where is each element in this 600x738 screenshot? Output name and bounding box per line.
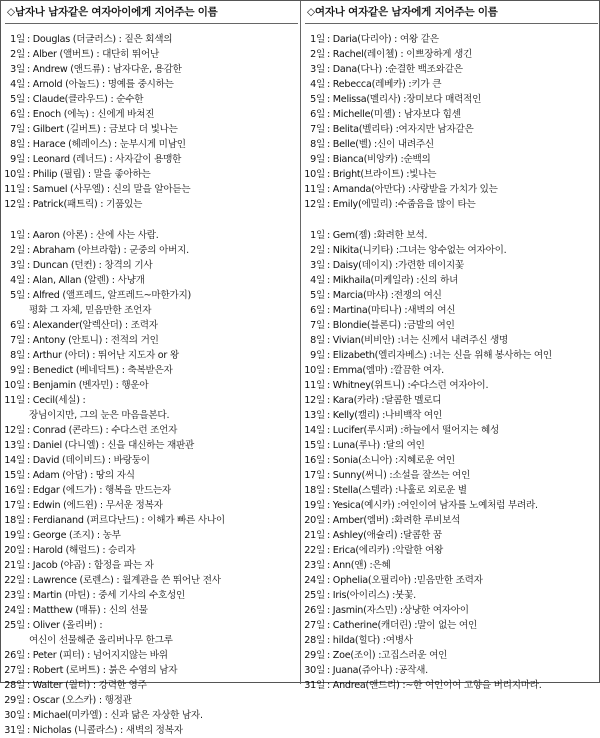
- name-entry-continuation: [3, 303, 300, 318]
- entry-text: : Martin (마틴) : 중세 기사의 수호성인: [27, 590, 186, 601]
- entry-text: : Adam (아담) : 땅의 자식: [27, 470, 135, 481]
- entry-text: : Bright(브라이트) :빛나는: [327, 169, 437, 180]
- entry-text: : Ferdianand (퍼르다난드) : 이해가 빠른 사나이: [27, 515, 225, 526]
- entry-day: 7일: [10, 124, 25, 135]
- entry-text: : Patrick(패트릭) : 기품있는: [27, 199, 143, 210]
- entry-text: : Elizabeth(엘리자베스) :너는 신을 위해 봉사하는 여인: [327, 350, 552, 361]
- entry-day: 6일: [310, 305, 325, 316]
- entry-day: 3일: [10, 260, 25, 271]
- name-entry: [303, 348, 600, 363]
- name-entry: [303, 333, 600, 348]
- name-entry: [3, 498, 300, 513]
- entry-day: 23일: [304, 560, 325, 571]
- entry-text: : Belle(벨) :신이 내려주신: [327, 139, 434, 150]
- name-entry: [3, 243, 300, 258]
- entry-day: 26일: [4, 650, 25, 661]
- entry-text: : Jasmin(자스민) :상냥한 여자아이: [327, 605, 469, 616]
- entry-day: 3일: [310, 64, 325, 75]
- name-entry: [3, 573, 300, 588]
- entry-text: : Kelly(캘리) :나비백작 여인: [327, 410, 442, 421]
- entry-text: : Harold (해럴드) : 승리자: [27, 545, 136, 556]
- entry-text: : Lucifer(루시퍼) :하늘에서 떨어지는 혜성: [327, 425, 500, 436]
- entry-day: 2일: [10, 49, 25, 60]
- name-entry: [3, 182, 300, 197]
- entry-day: 11일: [304, 184, 325, 195]
- name-group: [3, 228, 300, 738]
- entry-day: 21일: [4, 560, 25, 571]
- entry-text: : Benjamin (벤자민) : 행운아: [27, 380, 149, 391]
- entry-day: 10일: [304, 365, 325, 376]
- name-entry-continuation: [3, 408, 300, 423]
- entry-day: 25일: [304, 590, 325, 601]
- name-entry: [303, 243, 600, 258]
- name-entry-continuation: [3, 633, 300, 648]
- heading-rule: [305, 23, 598, 24]
- entry-day: 25일: [4, 620, 25, 631]
- entry-text: : Nikita(니키타) :그녀는 앙수없는 여자아이.: [327, 245, 507, 256]
- name-entry: [303, 137, 600, 152]
- name-entry: [3, 603, 300, 618]
- entry-text: : Peter (피터) : 넘어지지않는 바위: [27, 650, 168, 661]
- entry-text: : Alan, Allan (알렌) : 사냥개: [27, 275, 145, 286]
- entry-text: : Jacob (야곱) : 함정을 파는 자: [27, 560, 154, 571]
- name-entry: [3, 618, 300, 633]
- name-entry: [3, 62, 300, 77]
- name-entry: [303, 378, 600, 393]
- entry-text: : Belita(벨리타) :여자지만 남자같은: [327, 124, 474, 135]
- entry-day: 5일: [310, 94, 325, 105]
- entry-text: : Edwin (에드윈) : 무서운 정복자: [27, 500, 163, 511]
- entry-day: 11일: [4, 395, 25, 406]
- entry-text: : Yesica(예시카) :여인이여 남자를 노예처럼 부려라.: [327, 500, 538, 511]
- name-entry: [303, 47, 600, 62]
- name-entry: [3, 167, 300, 182]
- name-entry: [3, 122, 300, 137]
- entry-text: : Andrea(앤드리) :~한 여인이여 고향을 버리지마라.: [327, 680, 542, 691]
- entry-text: : Harace (헤레이스) : 눈부시게 미남인: [27, 139, 186, 150]
- entry-text: : Robert (로버트) : 붉은 수염의 남자: [27, 665, 178, 676]
- name-entry: [3, 693, 300, 708]
- entry-day: 18일: [4, 515, 25, 526]
- entry-text: : Benedict (베네딕트) : 축복받은자: [27, 365, 173, 376]
- name-entry: [303, 648, 600, 663]
- name-entry: [303, 438, 600, 453]
- entry-text: : Lawrence (로렌스) : 월계관을 쓴 뛰어난 전사: [27, 575, 221, 586]
- entry-text: : Edgar (에드가) : 행복을 만드는자: [27, 485, 171, 496]
- name-entry: [303, 423, 600, 438]
- name-group: [303, 228, 600, 693]
- entry-day: 10일: [4, 380, 25, 391]
- entry-day: 29일: [304, 650, 325, 661]
- entry-day: 4일: [310, 79, 325, 90]
- entry-day: 26일: [304, 605, 325, 616]
- girl-names-list: [303, 32, 600, 693]
- column-divider: [300, 1, 301, 684]
- entry-day: 3일: [10, 64, 25, 75]
- name-entry: [303, 678, 600, 693]
- entry-text: : Gem(젬) :화려한 보석.: [327, 230, 428, 241]
- entry-day: 31일: [304, 680, 325, 691]
- entry-text: : Emily(에밀리) :수줍음을 많이 타는: [327, 199, 476, 210]
- name-entry: [3, 378, 300, 393]
- entry-text: : Matthew (매튜) : 신의 선물: [27, 605, 148, 616]
- entry-text: : Conrad (콘라드) : 수다스런 조언자: [27, 425, 178, 436]
- name-entry: [3, 348, 300, 363]
- entry-text: : Sonia(소니아) :지혜로운 여인: [327, 455, 455, 466]
- name-entry: [3, 528, 300, 543]
- name-entry: [3, 333, 300, 348]
- name-entry: [3, 423, 300, 438]
- entry-day: 6일: [10, 320, 25, 331]
- entry-text: : Philip (필립) : 말을 좋아하는: [27, 169, 151, 180]
- entry-text: : Rachel(레이첼) : 이쁘장하게 생긴: [327, 49, 473, 60]
- name-entry: [303, 528, 600, 543]
- entry-day: 10일: [4, 169, 25, 180]
- entry-text: : Nicholas (니콜라스) : 새벽의 정복자: [27, 725, 183, 736]
- entry-text: 장님이지만, 그의 눈은 마음을본다.: [29, 410, 170, 421]
- entry-day: 22일: [4, 575, 25, 586]
- name-entry: [303, 167, 600, 182]
- entry-text: : Alexander(알렉산더) : 조력자: [27, 320, 158, 331]
- entry-text: : Iris(아이리스) :붓꽃.: [327, 590, 416, 601]
- entry-day: 1일: [10, 230, 25, 241]
- entry-day: 14일: [4, 455, 25, 466]
- boy-names-column: [3, 1, 300, 736]
- entry-text: : Emma(엠마) :깔끔한 여자.: [327, 365, 444, 376]
- name-entry: [3, 197, 300, 212]
- entry-text: : David (데이비드) : 바랑둥이: [27, 455, 150, 466]
- entry-day: 5일: [10, 94, 25, 105]
- entry-day: 3일: [310, 260, 325, 271]
- entry-text: : Rebecca(레베카) :키가 큰: [327, 79, 442, 90]
- name-entry: [3, 288, 300, 303]
- name-entry: [303, 483, 600, 498]
- name-entry: [3, 258, 300, 273]
- name-entry: [303, 513, 600, 528]
- entry-text: : Whitney(위트니) :수다스런 여자아이.: [327, 380, 489, 391]
- entry-day: 11일: [304, 380, 325, 391]
- boy-names-heading: ◇남자나 남자같은 여자아이에게 지어주는 이름: [7, 6, 218, 18]
- entry-day: 15일: [4, 470, 25, 481]
- entry-text: : Walter (월터) : 강력한 영주: [27, 680, 147, 691]
- name-entry: [303, 543, 600, 558]
- name-entry: [3, 468, 300, 483]
- entry-day: 27일: [304, 620, 325, 631]
- name-entry: [303, 303, 600, 318]
- entry-text: : Martina(마티나) :새벽의 여신: [327, 305, 456, 316]
- name-entry: [303, 573, 600, 588]
- entry-text: : Juana(쥬아나) :공작새.: [327, 665, 428, 676]
- name-entry: [3, 438, 300, 453]
- name-entry: [303, 363, 600, 378]
- entry-text: : Melissa(멜리사) :장미보다 매력적인: [327, 94, 482, 105]
- name-entry: [303, 603, 600, 618]
- entry-text: : Daisy(데이지) :가련한 데이지꽃: [327, 260, 464, 271]
- entry-day: 1일: [10, 34, 25, 45]
- name-entry: [303, 558, 600, 573]
- entry-text: : Blondie(블론디) :금발의 여인: [327, 320, 455, 331]
- entry-text: : Erica(에리카) :악랄한 여왕: [327, 545, 444, 556]
- entry-day: 19일: [4, 530, 25, 541]
- entry-text: : Leonard (레너드) : 사자같이 용맹한: [27, 154, 182, 165]
- entry-text: : Amanda(아만다) :사랑받을 가치가 있는: [327, 184, 498, 195]
- name-entry: [303, 408, 600, 423]
- entry-text: : hilda(힐다) :여병사: [327, 635, 413, 646]
- entry-text: : Amber(엠버) :화려한 루비보석: [327, 515, 461, 526]
- entry-text: : Arthur (아더) : 뛰어난 지도자 or 왕: [27, 350, 179, 361]
- name-entry: [3, 318, 300, 333]
- name-entry: [303, 197, 600, 212]
- entry-day: 31일: [4, 725, 25, 736]
- entry-day: 30일: [304, 665, 325, 676]
- entry-day: 27일: [4, 665, 25, 676]
- entry-text: : Alfred (앨프레드, 알프레드~마한가지): [27, 290, 191, 301]
- entry-day: 18일: [304, 485, 325, 496]
- entry-day: 29일: [4, 695, 25, 706]
- entry-day: 24일: [4, 605, 25, 616]
- entry-text: : Luna(루나) :달의 여인: [327, 440, 425, 451]
- name-entry: [303, 618, 600, 633]
- name-entry: [3, 648, 300, 663]
- name-entry: [3, 483, 300, 498]
- name-entry: [3, 543, 300, 558]
- entry-day: 12일: [304, 199, 325, 210]
- entry-text: : Michael(미카엘) : 신과 닮은 자상한 남자.: [27, 710, 203, 721]
- entry-day: 11일: [4, 184, 25, 195]
- name-entry: [303, 663, 600, 678]
- entry-text: : Sunny(써니) :소설을 잘쓰는 여인: [327, 470, 471, 481]
- name-entry: [3, 708, 300, 723]
- entry-day: 12일: [304, 395, 325, 406]
- entry-day: 15일: [304, 440, 325, 451]
- name-entry: [303, 62, 600, 77]
- entry-day: 4일: [10, 275, 25, 286]
- entry-day: 6일: [310, 109, 325, 120]
- entry-day: 17일: [304, 470, 325, 481]
- girl-names-heading: ◇여자나 여자같은 남자에게 지어주는 이름: [307, 6, 498, 18]
- entry-text: : Samuel (사무엘) : 신의 말을 알아듣는: [27, 184, 191, 195]
- name-group: [303, 32, 600, 212]
- entry-day: 30일: [4, 710, 25, 721]
- entry-text: : Zoe(조이) :고집스러운 여인: [327, 650, 448, 661]
- name-entry: [303, 273, 600, 288]
- boy-names-list: [3, 32, 300, 738]
- entry-text: : Cecil(세실) :: [27, 395, 86, 406]
- entry-text: : Ophelia(오필리아) :믿음만한 조력자: [327, 575, 483, 586]
- entry-day: 12일: [4, 425, 25, 436]
- entry-text: : Antony (안토니) : 전적의 거인: [27, 335, 159, 346]
- entry-text: : Catherine(캐더린) :말이 없는 여인: [327, 620, 477, 631]
- entry-day: 9일: [310, 350, 325, 361]
- entry-day: 5일: [10, 290, 25, 301]
- entry-day: 13일: [304, 410, 325, 421]
- entry-day: 4일: [10, 79, 25, 90]
- entry-day: 7일: [310, 124, 325, 135]
- name-entry: [3, 137, 300, 152]
- name-entry: [3, 558, 300, 573]
- name-entry: [3, 77, 300, 92]
- entry-text: : Gilbert (길버트) : 금보다 더 빛나는: [27, 124, 178, 135]
- entry-day: 14일: [304, 425, 325, 436]
- entry-text: : Abraham (아브라함) : 군중의 아버지.: [27, 245, 189, 256]
- name-entry: [3, 723, 300, 738]
- entry-day: 6일: [10, 109, 25, 120]
- name-entry: [303, 258, 600, 273]
- entry-text: 여신이 선물해준 올리버나무 한그루: [29, 635, 173, 646]
- entry-day: 8일: [310, 335, 325, 346]
- name-entry: [303, 633, 600, 648]
- name-entry: [3, 32, 300, 47]
- entry-text: : Mikhaila(미케일라) :신의 하녀: [327, 275, 459, 286]
- entry-day: 20일: [304, 515, 325, 526]
- entry-text: 평화 그 자체, 믿음만한 조언자: [29, 305, 152, 316]
- name-entry: [303, 228, 600, 243]
- entry-day: 1일: [310, 230, 325, 241]
- entry-text: : Ann(앤) :은혜: [327, 560, 391, 571]
- entry-text: : Oliver (올리버) :: [27, 620, 103, 631]
- name-entry: [3, 228, 300, 243]
- entry-day: 8일: [310, 139, 325, 150]
- entry-day: 10일: [304, 169, 325, 180]
- name-entry: [3, 393, 300, 408]
- name-entry: [303, 588, 600, 603]
- entry-text: : Arnold (아놀드) : 명예를 중시하는: [27, 79, 174, 90]
- entry-day: 17일: [4, 500, 25, 511]
- name-entry: [3, 513, 300, 528]
- entry-day: 9일: [310, 154, 325, 165]
- entry-text: : Ashley(애슐리) :달콤한 꿈: [327, 530, 442, 541]
- entry-day: 9일: [10, 154, 25, 165]
- name-entry: [303, 288, 600, 303]
- entry-day: 2일: [10, 245, 25, 256]
- name-entry: [3, 273, 300, 288]
- entry-day: 1일: [310, 34, 325, 45]
- entry-day: 8일: [10, 139, 25, 150]
- entry-text: : Stella(스텔라) :나훌로 외로운 별: [327, 485, 467, 496]
- entry-day: 20일: [4, 545, 25, 556]
- name-entry: [303, 107, 600, 122]
- entry-text: : George (조지) : 농부: [27, 530, 121, 541]
- entry-text: : Andrew (앤드류) : 남자다운, 용감한: [27, 64, 182, 75]
- name-entry: [303, 498, 600, 513]
- entry-day: 21일: [304, 530, 325, 541]
- entry-day: 16일: [304, 455, 325, 466]
- entry-day: 7일: [10, 335, 25, 346]
- name-entry: [303, 32, 600, 47]
- name-entry: [303, 77, 600, 92]
- name-entry: [3, 453, 300, 468]
- entry-text: : Aaron (아론) : 산에 사는 사람.: [27, 230, 159, 241]
- name-entry: [3, 152, 300, 167]
- entry-text: : Douglas (더글러스) : 짙은 회색의: [27, 34, 173, 45]
- name-entry: [303, 393, 600, 408]
- entry-day: 7일: [310, 320, 325, 331]
- entry-text: : Enoch (에녹) : 신에게 바쳐진: [27, 109, 155, 120]
- entry-text: : Claude(클라우드) : 순수한: [27, 94, 144, 105]
- entry-day: 22일: [304, 545, 325, 556]
- name-entry: [303, 468, 600, 483]
- entry-day: 9일: [10, 365, 25, 376]
- entry-day: 28일: [4, 680, 25, 691]
- entry-text: : Oscar (오스카) : 행정관: [27, 695, 132, 706]
- entry-text: : Michelle(미셸) : 남자보다 힘센: [327, 109, 461, 120]
- name-entry: [3, 92, 300, 107]
- entry-day: 8일: [10, 350, 25, 361]
- name-entry: [303, 453, 600, 468]
- entry-day: 2일: [310, 49, 325, 60]
- name-entry: [3, 588, 300, 603]
- name-entry: [3, 663, 300, 678]
- entry-text: : Daria(다리아) : 여왕 같은: [327, 34, 439, 45]
- entry-day: 19일: [304, 500, 325, 511]
- heading-rule: [5, 23, 298, 24]
- entry-text: : Alber (앨버트) : 대단히 뛰어난: [27, 49, 160, 60]
- entry-day: 23일: [4, 590, 25, 601]
- name-entry: [303, 152, 600, 167]
- entry-text: : Vivian(비비안) :너는 신께서 내려주신 생명: [327, 335, 509, 346]
- entry-text: : Bianca(비앙카) :순백의: [327, 154, 431, 165]
- entry-text: : Daniel (다니엘) : 신을 대신하는 재판관: [27, 440, 195, 451]
- name-entry: [3, 363, 300, 378]
- entry-day: 12일: [4, 199, 25, 210]
- entry-day: 13일: [4, 440, 25, 451]
- entry-day: 4일: [310, 275, 325, 286]
- entry-text: : Dana(다나) :순결한 백조와같은: [327, 64, 463, 75]
- entry-text: : Duncan (던컨) : 창격의 기사: [27, 260, 153, 271]
- name-entry: [303, 182, 600, 197]
- entry-day: 28일: [304, 635, 325, 646]
- name-entry: [3, 47, 300, 62]
- name-entry: [303, 122, 600, 137]
- entry-day: 2일: [310, 245, 325, 256]
- name-entry: [3, 107, 300, 122]
- entry-day: 16일: [4, 485, 25, 496]
- entry-text: : Marcia(마샤) :전쟁의 여신: [327, 290, 442, 301]
- name-entry: [303, 318, 600, 333]
- entry-text: : Kara(카라) :달콤한 멜로디: [327, 395, 442, 406]
- name-entry: [303, 92, 600, 107]
- name-entry: [3, 678, 300, 693]
- name-group: [3, 32, 300, 212]
- entry-day: 24일: [304, 575, 325, 586]
- girl-names-column: [303, 1, 600, 691]
- entry-day: 5일: [310, 290, 325, 301]
